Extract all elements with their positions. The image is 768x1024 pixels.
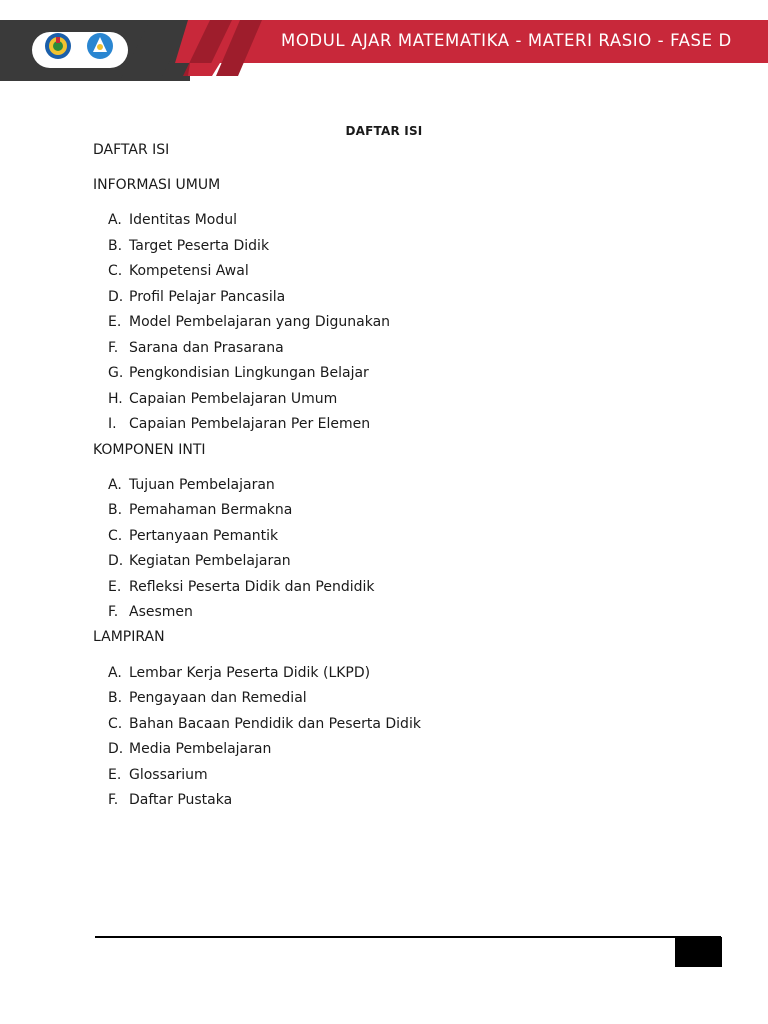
- item-letter: G.: [108, 365, 124, 381]
- logo-pill: [32, 32, 128, 68]
- item-letter: D.: [108, 553, 124, 569]
- item-text: Glossarium: [129, 766, 208, 783]
- provincial-emblem-icon: [44, 32, 72, 60]
- item-text: Profil Pelajar Pancasila: [129, 288, 286, 305]
- item-text: Tujuan Pembelajaran: [129, 476, 275, 493]
- item-text: Target Peserta Didik: [129, 237, 270, 254]
- item-text: Refleksi Peserta Didik dan Pendidik: [129, 578, 375, 595]
- item-text: Pertanyaan Pemantik: [129, 527, 279, 544]
- list-item: [93, 716, 713, 733]
- item-letter: H.: [108, 390, 123, 407]
- item-letter: D.: [108, 288, 124, 305]
- item-text: Bahan Bacaan Pendidik dan Peserta Didik: [129, 715, 421, 732]
- item-text: Sarana dan Prasarana: [129, 339, 284, 356]
- list-item: [93, 289, 713, 306]
- list-item: [93, 238, 713, 255]
- page-number-box: [675, 937, 722, 967]
- item-text: Media Pembelajaran: [129, 741, 272, 757]
- item-letter: D.: [108, 741, 124, 757]
- item-letter: B.: [108, 690, 123, 706]
- list-item: [93, 665, 713, 682]
- list-item: [93, 528, 713, 545]
- list-item: [93, 579, 713, 596]
- doc-title: DAFTAR ISI: [345, 124, 423, 138]
- list-item: [93, 263, 713, 280]
- header-red-stripe-3: [188, 63, 220, 76]
- list-item: [93, 767, 713, 784]
- section-heading-lampiran: LAMPIRAN: [93, 629, 165, 645]
- item-text: Identitas Modul: [129, 212, 237, 228]
- item-letter: I.: [108, 416, 117, 432]
- item-letter: E.: [108, 578, 122, 595]
- item-text: Lembar Kerja Peserta Didik (LKPD): [129, 664, 371, 681]
- list-item: [93, 314, 713, 331]
- list-item: [93, 741, 713, 758]
- footer-rule: [95, 936, 721, 938]
- item-letter: E.: [108, 766, 122, 783]
- item-letter: B.: [108, 237, 123, 254]
- header-title: MODUL AJAR MATEMATIKA - MATERI RASIO - FASE D: [281, 31, 732, 50]
- toc-heading-daftar-isi: DAFTAR ISI: [93, 142, 170, 158]
- item-text: Pengayaan dan Remedial: [129, 690, 307, 706]
- item-letter: B.: [108, 502, 123, 518]
- item-text: Pengkondisian Lingkungan Belajar: [129, 365, 369, 381]
- item-text: Asesmen: [129, 604, 193, 620]
- list-item: [93, 502, 713, 519]
- item-letter: A.: [108, 212, 122, 228]
- list-item: [93, 340, 713, 357]
- item-text: Capaian Pembelajaran Umum: [129, 390, 338, 407]
- section-heading-komponen-inti: KOMPONEN INTI: [93, 441, 206, 458]
- item-letter: C.: [108, 715, 123, 732]
- item-text: Daftar Pustaka: [129, 792, 233, 808]
- list-item: [93, 391, 713, 408]
- item-letter: F.: [108, 339, 119, 356]
- section-list-lampiran: [93, 665, 713, 810]
- item-text: Capaian Pembelajaran Per Elemen: [129, 416, 371, 432]
- item-letter: C.: [108, 263, 123, 279]
- table-of-contents: [93, 142, 713, 809]
- list-item: [93, 690, 713, 707]
- list-item: [93, 212, 713, 229]
- item-letter: A.: [108, 476, 122, 493]
- item-text: Kompetensi Awal: [129, 263, 249, 279]
- item-text: Model Pembelajaran yang Digunakan: [129, 314, 391, 330]
- list-item: [93, 553, 713, 570]
- section-list-komponen-inti: [93, 477, 713, 622]
- item-letter: C.: [108, 527, 123, 544]
- item-text: Pemahaman Bermakna: [129, 502, 293, 518]
- section-list-informasi-umum: [93, 212, 713, 433]
- list-item: [93, 365, 713, 382]
- list-item: [93, 792, 713, 809]
- list-item: [93, 604, 713, 621]
- page-header: [0, 0, 768, 84]
- item-letter: A.: [108, 664, 122, 681]
- item-letter: E.: [108, 314, 122, 330]
- list-item: [93, 477, 713, 494]
- item-letter: F.: [108, 792, 119, 808]
- tut-wuri-handayani-icon: [86, 32, 114, 60]
- list-item: [93, 416, 713, 433]
- item-letter: F.: [108, 604, 119, 620]
- section-heading-informasi-umum: INFORMASI UMUM: [93, 177, 221, 193]
- item-text: Kegiatan Pembelajaran: [129, 553, 291, 569]
